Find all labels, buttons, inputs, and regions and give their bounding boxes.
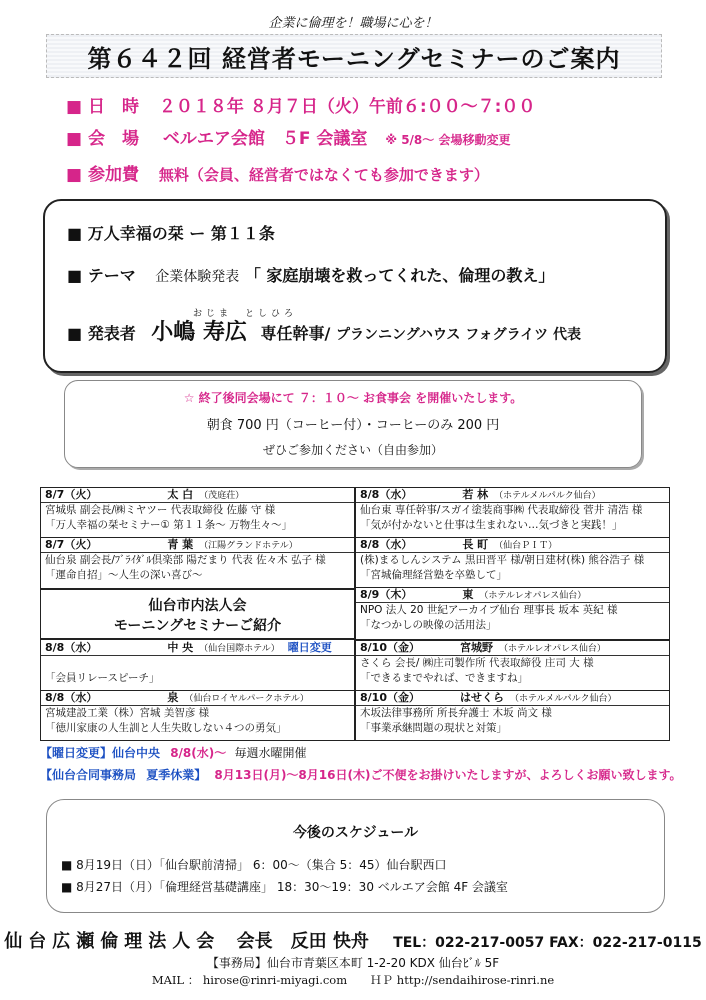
schedule-item: ■ 8月19日（日）「仙台駅前清掃」 6：00～（集合 5：45）仙台駅西口	[61, 858, 447, 872]
fee-row	[66, 160, 489, 185]
contact-mail-web: MAIL ： hirose@rinri-miyagi.com ＨＰ http://sendaihirose-rinri.ne	[151, 973, 555, 987]
notice-day-change: 【曜日変更】仙台中央 8/8(水)～ 毎週水曜開催	[40, 746, 307, 760]
venue-row	[66, 124, 510, 149]
seminar-table	[40, 487, 670, 741]
meal-line2: 朝食 700 円（コーヒー付）・コーヒーのみ 200 円	[206, 418, 500, 433]
slogan: 企業に倫理を！職場に心を！	[268, 16, 438, 31]
date-row	[66, 92, 535, 117]
speaker-ruby: おじま としひろ	[193, 309, 298, 319]
schedule-title: 今後のスケジュール	[292, 825, 419, 841]
program-article: ■ 万人幸福の栞 ー 第１１条	[67, 224, 275, 243]
theme-row	[67, 263, 554, 286]
office-address: 【事務局】仙台市青葉区本町 1-2-20 KDX 仙台ﾋﾞﾙ 5F	[206, 956, 500, 970]
venue-note: ※ 5/8～ 会場移動変更	[385, 133, 511, 147]
org-name: 仙台広瀬倫理法人会	[4, 931, 221, 952]
seminar-chuo: 8/8（水） 中 央 （仙台国際ホテル） 曜日変更 「会員リレースピーチ」	[41, 641, 354, 686]
program-box	[43, 199, 667, 373]
seminar-nagamachi: 8/8（水） 長 町 （仙台ＰＩＴ） (株)まるしんシステム 黒田晋平 様/朝日建材(株) 熊谷浩子 様 「宮城倫理経営塾を卒塾して」	[356, 538, 669, 583]
meal-box	[64, 380, 642, 468]
theme-prefix: 企業体験発表	[155, 269, 240, 285]
venue-value: ベルエア会館 ５F 会議室	[162, 129, 368, 149]
seminar-higashi: 8/9（木） 東 （ホテルレオパレス仙台） NPO 法人 20 世紀アーカイブ仙台 理事長 坂本 英紀 様 「なつかしの映像の活用法」	[356, 588, 669, 633]
speaker-label: ■ 発表者	[67, 324, 136, 343]
seminar-wakabayashi: 8/8（水） 若 林 （ホテルメルパルク仙台） 仙台東 専任幹事/スガイ塗装商事㈱ 代表取締役 菅井 清浩 様 「気が付かないと仕事は生まれない…気づきと実践！」	[356, 488, 669, 533]
meal-line1: ☆ 終了後同会場にて ７：１０～ お食事会 を開催いたします。	[183, 391, 523, 405]
seminar-izumi: 8/8（水） 泉 （仙台ロイヤルパークホテル） 宮城建設工業（株）宮城 美智彦 様 「徳川家康の人生訓と人生失敗しない４つの勇気」	[41, 691, 354, 736]
theme-value: 「 家庭崩壊を救ってくれた、倫理の教え」	[244, 266, 555, 285]
seminar-miyagino: 8/10（金） 宮城野 （ホテルレオパレス仙台） さくら 会長/ ㈱庄司製作所 代表取締役 庄司 大 様 「できるまでやれば、できますね」	[356, 641, 669, 686]
schedule-box	[46, 799, 665, 913]
meal-line3: ぜひご参加ください（自由参加）	[262, 443, 443, 457]
seminar-taihaku: 8/7（火） 太 白 （茂庭荘） 宮城県 副会長/㈱ミヤツー 代表取締役 佐藤 守 様 「万人幸福の栞セミナー① 第１１条～ 万物生々～」	[41, 488, 354, 533]
fee-label: ■ 参加費	[66, 165, 139, 185]
contact-phone: TEL：022-217-0057 FAX：022-217-0115	[393, 935, 702, 951]
date-value: ２０１８年 ８月７日（火）午前６:００～７:００	[158, 97, 536, 117]
schedule-item: ■ 8月27日（月）「倫理経営基礎講座」 18：30～19：30 ベルエア会館 4F 会議室	[61, 880, 508, 894]
page-title: 第６４２回 経営者モーニングセミナーのご案内	[46, 34, 662, 78]
seminar-hasekura: 8/10（金） はせくら （ホテルメルパルク仙台） 木坂法律事務所 所長弁護士 木坂 尚文 様 「事業承継問題の現状と対策」	[356, 691, 669, 736]
seminar-aoba: 8/7（火） 青 葉 （江陽グランドホテル） 仙台泉 副会長/ﾌﾞﾗｲﾀﾞﾙ倶楽部 陽だまり 代表 佐々木 弘子 様 「運命自招」～人生の深い喜び～	[41, 538, 354, 583]
fee-value: 無料（会員、経営者ではなくても参加できます）	[158, 166, 489, 184]
speaker-company: プランニングハウス フォグライツ 代表	[335, 327, 582, 343]
theme-label: ■ テーマ	[67, 266, 136, 285]
date-label: ■ 日 時	[66, 97, 139, 117]
speaker-name: 小嶋 寿広	[151, 320, 247, 345]
notice-summer-holiday: 【仙台合同事務局 夏季休業】 8月13日(月)～8月16日(木)ご不便をお掛けいたしますが、よろしくお願い致します。	[40, 768, 682, 782]
speaker-role: 専任幹事/	[260, 324, 331, 343]
footer-org-line	[0, 927, 706, 953]
president: 会長 反田 快舟	[236, 931, 369, 952]
venue-label: ■ 会 場	[66, 129, 139, 149]
speaker-row	[67, 315, 581, 346]
intro-heading: 仙台市内法人会 モーニングセミナーご紹介	[41, 588, 354, 640]
